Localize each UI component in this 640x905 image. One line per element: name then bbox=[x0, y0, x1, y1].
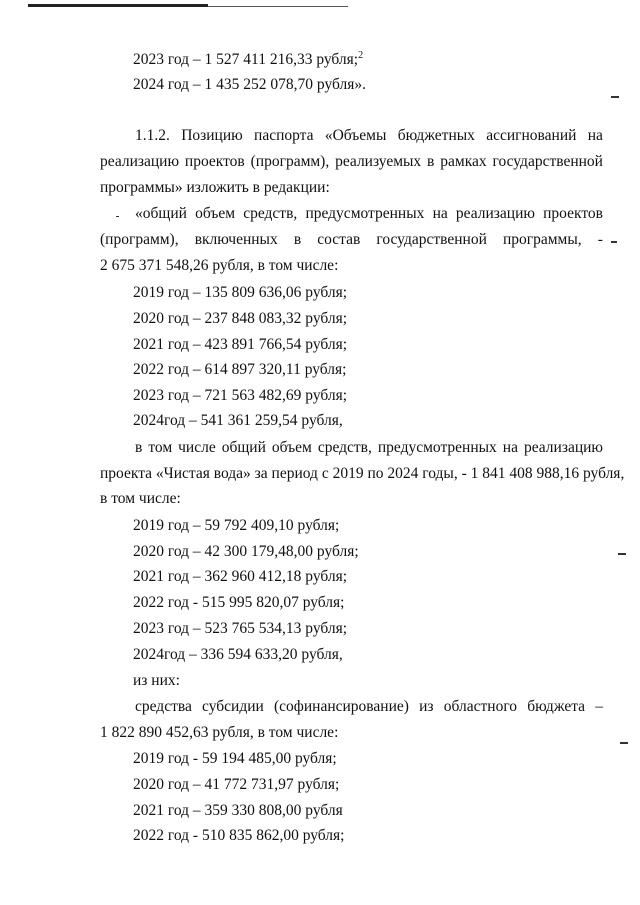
year-text: 2023 год – 1 527 411 216,33 рубля; bbox=[133, 51, 359, 68]
word: средств, bbox=[243, 205, 298, 222]
paragraph-1-1-2-line-1 bbox=[135, 127, 603, 145]
word: том bbox=[148, 439, 173, 456]
word: паспорта bbox=[254, 127, 314, 144]
word: в bbox=[427, 153, 435, 170]
word: бюджетных bbox=[397, 127, 475, 144]
word: – bbox=[595, 698, 603, 715]
footnote-marker: 2 bbox=[358, 50, 364, 61]
word: в bbox=[293, 231, 302, 248]
word: «общий bbox=[135, 205, 187, 222]
year-line-2022: 2022 год – 614 897 320,11 рубля; bbox=[133, 361, 347, 378]
word: областного bbox=[443, 698, 518, 715]
word: на bbox=[432, 205, 448, 222]
word: на bbox=[502, 439, 518, 456]
year-line-2022: 2022 год - 510 835 862,00 рубля; bbox=[133, 827, 345, 844]
of-them-line: из них: bbox=[133, 672, 180, 689]
scan-margin-mark bbox=[620, 742, 628, 744]
word: (софинансирование) bbox=[274, 698, 409, 715]
quote-line-2 bbox=[100, 231, 603, 249]
year-line-2023: 2023 год – 721 563 482,69 рубля; bbox=[133, 387, 348, 404]
word: рамках bbox=[440, 153, 487, 170]
word: реализацию bbox=[100, 153, 180, 170]
year-line-2021: 2021 год – 359 330 808,00 рубля bbox=[133, 802, 343, 819]
clean-water-line-1 bbox=[135, 439, 603, 457]
word: реализуемых bbox=[335, 153, 422, 170]
scan-margin-mark bbox=[618, 553, 626, 555]
word: реализацию bbox=[455, 205, 535, 222]
word: объем bbox=[195, 205, 236, 222]
year-line-2019: 2019 год – 59 792 409,10 рубля; bbox=[133, 517, 340, 534]
year-line-2022: 2022 год - 515 995 820,07 рубля; bbox=[133, 594, 345, 611]
subsidy-line-2: 1 822 890 452,63 рубля, в том числе: bbox=[100, 724, 339, 741]
word: субсидии bbox=[202, 698, 264, 715]
word: на bbox=[587, 127, 603, 144]
year-line-2023: 2023 год – 523 765 534,13 рубля; bbox=[133, 620, 348, 637]
word: средств, bbox=[317, 439, 372, 456]
word: включенных bbox=[194, 231, 278, 248]
word: в bbox=[135, 439, 143, 456]
word: из bbox=[419, 698, 434, 715]
year-line-2019: 2019 год – 135 809 636,06 рубля; bbox=[133, 284, 348, 301]
subsidy-line-1 bbox=[135, 698, 603, 716]
word: реализацию bbox=[523, 439, 603, 456]
quote-line-3: 2 675 371 548,26 рубля, в том числе: bbox=[100, 257, 339, 274]
paragraph-1-1-2-line-2 bbox=[100, 153, 603, 171]
year-line-2021: 2021 год – 362 960 412,18 рубля; bbox=[133, 568, 348, 585]
year-line-2020: 2020 год – 237 848 083,32 рубля; bbox=[133, 310, 348, 327]
year-line-2019: 2019 год - 59 194 485,00 рубля; bbox=[133, 750, 337, 767]
word: (программ), bbox=[250, 153, 330, 170]
word: проектов bbox=[543, 205, 603, 222]
word: предусмотренных bbox=[305, 205, 425, 222]
scan-margin-mark bbox=[116, 216, 119, 217]
word: состав bbox=[317, 231, 361, 248]
word: «Объемы bbox=[324, 127, 387, 144]
year-line-2024: 2024год – 541 361 259,54 рубля, bbox=[133, 412, 343, 429]
quote-line-1 bbox=[135, 205, 603, 223]
word: Позицию bbox=[181, 127, 243, 144]
scan-margin-mark bbox=[611, 96, 619, 98]
word: числе bbox=[178, 439, 216, 456]
word: бюджета bbox=[527, 698, 586, 715]
word: 1.1.2. bbox=[135, 127, 170, 144]
year-line-2023 bbox=[133, 47, 363, 69]
word: (программ), bbox=[100, 231, 179, 248]
scan-margin-mark bbox=[611, 241, 617, 243]
year-line-2020: 2020 год – 41 772 731,97 рубля; bbox=[133, 776, 340, 793]
word: предусмотренных bbox=[377, 439, 497, 456]
word: ассигнований bbox=[486, 127, 577, 144]
word: объем bbox=[271, 439, 312, 456]
clean-water-line-3: в том числе: bbox=[100, 490, 181, 507]
year-line-2021: 2021 год – 423 891 766,54 рубля; bbox=[133, 336, 348, 353]
word: средства bbox=[135, 698, 192, 715]
word: - bbox=[597, 231, 603, 248]
paragraph-1-1-2-line-3: программы» изложить в редакции: bbox=[100, 179, 330, 196]
year-line-2024: 2024год – 336 594 633,20 рубля, bbox=[133, 646, 343, 663]
word: государственной bbox=[492, 153, 603, 170]
word: общий bbox=[221, 439, 266, 456]
scan-edge-mark bbox=[28, 4, 208, 7]
year-line-2020: 2020 год – 42 300 179,48,00 рубля; bbox=[133, 543, 359, 560]
word: государственной bbox=[376, 231, 487, 248]
word: проектов bbox=[184, 153, 245, 170]
year-line-2024: 2024 год – 1 435 252 078,70 рубля». bbox=[133, 76, 366, 93]
word: программы, bbox=[502, 231, 582, 248]
clean-water-line-2: проекта «Чистая вода» за период с 2019 по 2024 годы, - 1 841 408 988,16 рубля, bbox=[100, 465, 625, 482]
scan-edge-mark bbox=[208, 6, 348, 7]
